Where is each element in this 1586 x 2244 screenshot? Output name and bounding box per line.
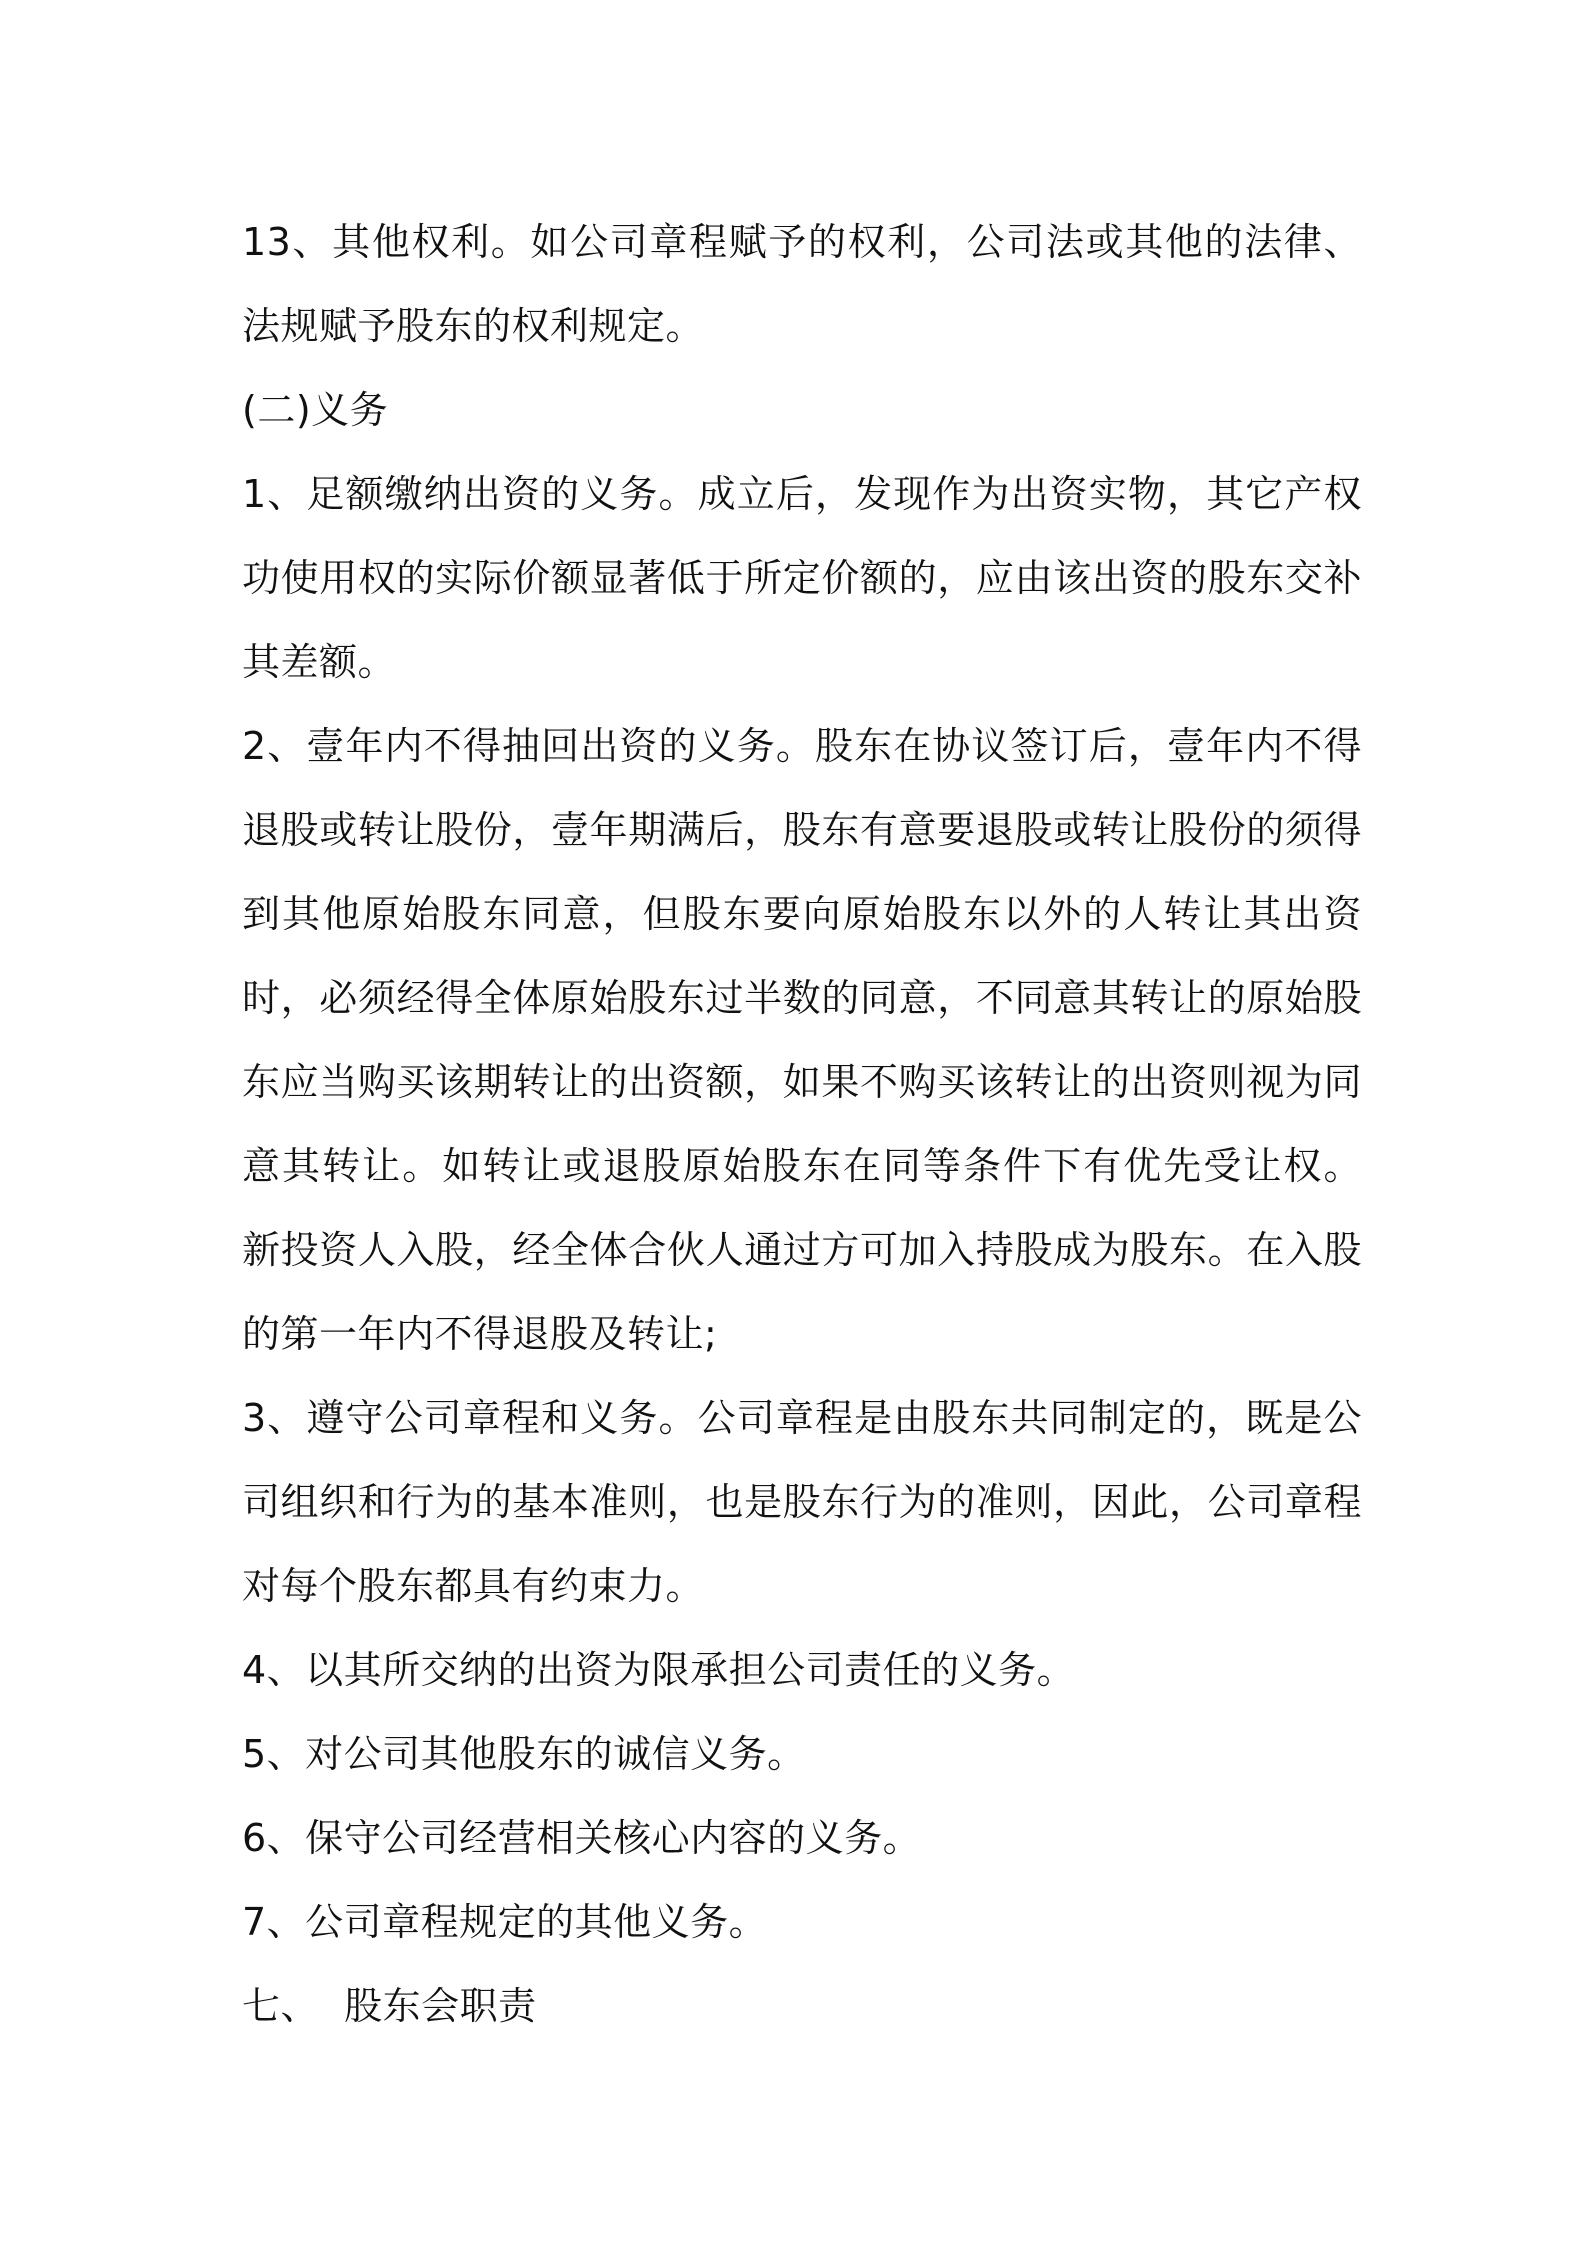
document-body — [242, 200, 1388, 2048]
section-heading-obligations: (二)义务 — [242, 388, 389, 432]
section-heading-shareholder-meeting: 七、 股东会职责 — [242, 1984, 537, 2028]
paragraph-right-13: 13、其他权利。如公司章程赋予的权利，公司法或其他的法律、法规赋予股东的权利规定。 — [242, 220, 1362, 348]
paragraph-obligation-7: 7、公司章程规定的其他义务。 — [242, 1900, 768, 1944]
paragraph-obligation-2: 2、壹年内不得抽回出资的义务。股东在协议签订后，壹年内不得退股或转让股份，壹年期满后，股东有意要退股或转让股份的须得到其他原始股东同意，但股东要向原始股东以外的人转让其出资时，必须经得全体原始股东过半数的同意，不同意其转让的原始股东应当购买该期转让的出资额，如果不购买该转让的出资则视为同意其转让。如转让或退股原始股东在同等条件下有优先受让权。 新投资人入股，经全体合伙人通过方可加入持股成为股东。在入股的第一年内不得退股及转让; — [242, 724, 1388, 1356]
paragraph-obligation-4: 4、以其所交纳的出资为限承担公司责任的义务。 — [242, 1648, 1076, 1692]
paragraph-obligation-1: 1、足额缴纳出资的义务。成立后，发现作为出资实物，其它产权功使用权的实际价额显著低于所定价额的，应由该出资的股东交补其差额。 — [242, 472, 1362, 684]
paragraph-obligation-3: 3、遵守公司章程和义务。公司章程是由股东共同制定的，既是公司组织和行为的基本准则，也是股东行为的准则，因此，公司章程对每个股东都具有约束力。 — [242, 1396, 1362, 1608]
paragraph-obligation-6: 6、保守公司经营相关核心内容的义务。 — [242, 1816, 922, 1860]
paragraph-obligation-5: 5、对公司其他股东的诚信义务。 — [242, 1732, 806, 1776]
